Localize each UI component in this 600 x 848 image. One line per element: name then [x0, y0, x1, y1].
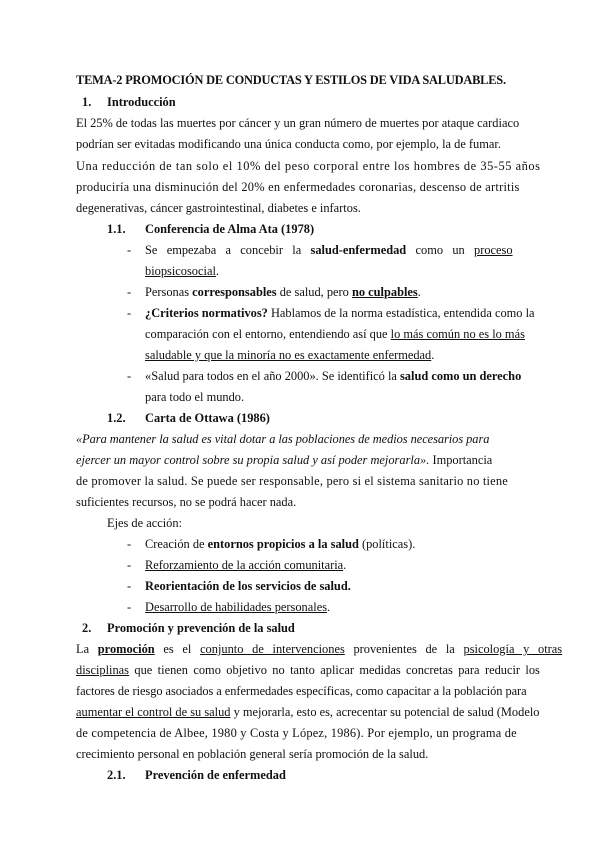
text-run: La	[76, 642, 98, 656]
bullet-dash: -	[127, 600, 132, 614]
text-run-bold: corresponsables	[192, 285, 277, 299]
promo-line-2	[76, 661, 540, 679]
intro-line-1	[76, 114, 526, 132]
eje-2	[145, 556, 346, 574]
ottawa-line-3: de promover la salud. Se puede ser responsable, pero si el sistema sanitario no tiene	[76, 474, 508, 488]
text-run-bold: Reorientación de los servicios de salud	[145, 579, 348, 593]
alma-bullet-2	[145, 283, 421, 301]
text-run: provenientes de la	[344, 642, 464, 656]
section-2-1-heading: Prevención de enfermedad	[145, 768, 286, 782]
section-2-number: 2.	[82, 621, 92, 635]
alma-bullet-4	[145, 367, 521, 385]
alma-bullet-3-cont-2	[145, 346, 434, 364]
text-run-underline: conjunto de intervenciones	[200, 642, 345, 656]
text-run-underline: Reforzamiento de la acción comunitaria	[145, 558, 344, 572]
promo-line-6: crecimiento personal en población general sería promoción de la salud.	[76, 747, 429, 761]
text-run: comparación con el entorno, entendiendo así que	[145, 327, 391, 341]
text-run: .	[343, 558, 347, 572]
section-1-heading: Introducción	[107, 95, 176, 109]
alma-bullet-1	[145, 241, 513, 259]
text-run-underline: disciplinas	[76, 663, 129, 677]
text-run-underline: proceso	[474, 243, 513, 257]
text-run-underline: aumentar el control de su salud	[76, 705, 231, 719]
promo-line-5: de competencia de Albee, 1980 y Costa y López, 1986). Por ejemplo, un programa de	[76, 726, 517, 740]
section-2-1-number: 2.1.	[107, 768, 126, 782]
text-run: Hablamos de la norma estadística, entendida como la	[267, 306, 535, 320]
bullet-dash: -	[127, 558, 132, 572]
section-1-1-heading: Conferencia de Alma Ata (1978)	[145, 222, 315, 236]
text-run: «Salud para todos en el año 2000». Se identificó la	[145, 369, 400, 383]
document-title: TEMA-2 PROMOCIÓN DE CONDUCTAS Y ESTILOS DE VIDA SALUDABLES.	[76, 73, 506, 87]
text-run: que tienen como objetivo no tanto aplicar medidas concretas para reducir los	[129, 663, 540, 677]
intro-line-3: Una reducción de tan solo el 10% del peso corporal entre los hombres de 35-55 años	[76, 159, 541, 173]
text-run: Personas	[145, 285, 193, 299]
section-1-number: 1.	[82, 95, 92, 109]
text-run-bold: .	[347, 579, 351, 593]
section-1-1-number: 1.1.	[107, 222, 126, 236]
ottawa-line-2	[76, 451, 492, 469]
text-run: (políticas).	[358, 537, 416, 551]
bullet-dash: -	[127, 369, 132, 383]
bullet-dash: -	[127, 306, 132, 320]
eje-4	[145, 598, 330, 616]
text-run: .	[327, 600, 331, 614]
text-run-bold: entornos propicios a la salud	[207, 537, 359, 551]
text-run: Importancia	[429, 453, 493, 467]
promo-line-3: factores de riesgo asociados a enfermedades específicas, como capacitar a la población para	[76, 684, 527, 698]
text-run-underline: lo más común no es lo más	[390, 327, 525, 341]
text-run-bold: salud-enfermedad	[310, 243, 407, 257]
alma-bullet-1-cont	[145, 262, 219, 280]
section-2-heading: Promoción y prevención de la salud	[107, 621, 295, 635]
text-run-bold-underline: no culpables	[351, 285, 418, 299]
intro-line-1-text: El 25% de todas las muertes por cáncer y un gran número de muertes por ataque cardiaco	[76, 116, 520, 130]
text-run-bold: salud como un derecho	[399, 369, 522, 383]
text-run-italic: ejercer un mayor control sobre su propia salud y así poder mejorarla».	[76, 453, 430, 467]
bullet-dash: -	[127, 537, 132, 551]
text-run: .	[431, 348, 435, 362]
text-run: .	[215, 264, 219, 278]
text-run: Se empezaba a concebir la	[145, 243, 311, 257]
bullet-dash: -	[127, 285, 132, 299]
ottawa-line-4: suficientes recursos, no se podrá hacer nada.	[76, 495, 297, 509]
text-run-bold: ¿Criterios normativos?	[145, 306, 268, 320]
promo-line-4	[76, 703, 539, 721]
section-1-2-heading: Carta de Ottawa (1986)	[145, 411, 270, 425]
eje-1	[145, 535, 415, 553]
bullet-dash: -	[127, 243, 132, 257]
ottawa-quote-line-1: «Para mantener la salud es vital dotar a las poblaciones de medios necesarios para	[76, 432, 490, 446]
text-run: y mejorarla, esto es, acrecentar su potencial de salud (Modelo	[230, 705, 540, 719]
intro-line-4: produciría una disminución del 20% en enfermedades coronarias, descenso de artritis	[76, 180, 520, 194]
text-run: .	[417, 285, 421, 299]
text-run-underline: Desarrollo de habilidades personales	[145, 600, 328, 614]
text-run: es el	[154, 642, 201, 656]
alma-bullet-3-cont	[145, 325, 525, 343]
text-run-underline: psicología y otras	[463, 642, 563, 656]
text-run-bold-underline: promoción	[97, 642, 155, 656]
ejes-label: Ejes de acción:	[107, 516, 182, 530]
eje-3	[145, 577, 351, 595]
text-run: Creación de	[145, 537, 208, 551]
promo-line-1	[76, 640, 562, 658]
section-1-2-number: 1.2.	[107, 411, 126, 425]
alma-bullet-3	[145, 304, 535, 322]
text-run-underline: biopsicosocial	[145, 264, 216, 278]
text-run-underline: saludable y que la minoría no es exactamente enfermedad	[145, 348, 432, 362]
text-run: de salud, pero	[276, 285, 352, 299]
bullet-dash: -	[127, 579, 132, 593]
intro-line-2: podrían ser evitadas modificando una única conducta como, por ejemplo, la de fumar.	[76, 137, 501, 151]
alma-bullet-4-cont: para todo el mundo.	[145, 390, 245, 404]
intro-line-5: degenerativas, cáncer gastrointestinal, diabetes e infartos.	[76, 201, 361, 215]
text-run: como un	[406, 243, 475, 257]
